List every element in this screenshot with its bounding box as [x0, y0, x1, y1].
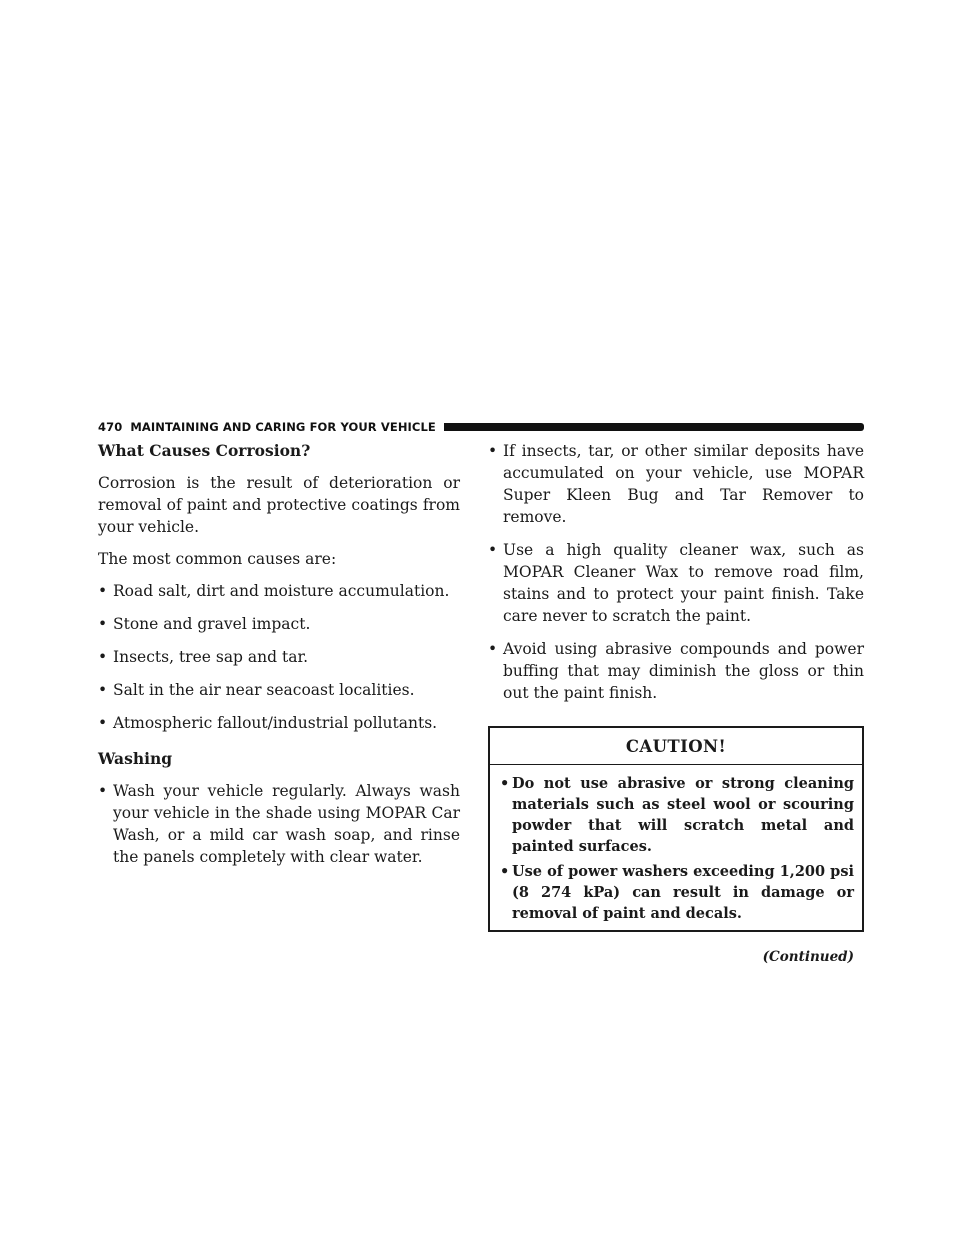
bullet-icon: • [488, 640, 498, 658]
list-item: • Salt in the air near seacoast localities. [98, 681, 415, 699]
list-item: • Wash your vehicle regularly. Always wash your vehicle in the shade using MOPAR Car Wash, or a mild car wash soap, and rinse the panels completely with clear water. [98, 782, 460, 866]
bullet-icon: • [500, 863, 510, 880]
bullet-icon: • [500, 775, 510, 792]
list-item: • Stone and gravel impact. [98, 615, 311, 633]
causes-list [98, 580, 460, 734]
caution-title: CAUTION! [490, 728, 862, 765]
heading-washing: Washing [98, 749, 173, 768]
heading-what-causes-corrosion: What Causes Corrosion? [98, 441, 311, 460]
bullet-icon: • [488, 541, 498, 559]
bullet-icon: • [98, 681, 108, 699]
bullet-icon: • [98, 615, 108, 633]
page-header [98, 419, 864, 435]
paragraph-common-causes: The most common causes are: [98, 550, 337, 568]
section-title: MAINTAINING AND CARING FOR YOUR VEHICLE [130, 420, 436, 434]
header-rule [444, 423, 864, 431]
list-item: • If insects, tar, or other similar deposits have accumulated on your vehicle, use MOPAR Super Kleen Bug and Tar Remover to remove. [488, 442, 864, 526]
paragraph-corrosion-definition: Corrosion is the result of deterioration or removal of paint and protective coatings from your vehicle. [98, 474, 460, 536]
bullet-icon: • [488, 442, 498, 460]
left-column [98, 440, 460, 879]
list-item: • Use of power washers exceeding 1,200 psi (8 274 kPa) can result in damage or removal of paint and decals. [500, 863, 854, 922]
right-column [488, 440, 864, 968]
list-item: • Atmospheric fallout/industrial pollutants. [98, 714, 438, 732]
list-item: • Avoid using abrasive compounds and power buffing that may diminish the gloss or thin out the paint finish. [488, 640, 864, 702]
list-item: • Use a high quality cleaner wax, such as MOPAR Cleaner Wax to remove road film, stains and to protect your paint finish. Take care never to scratch the paint. [488, 541, 864, 625]
bullet-icon: • [98, 648, 108, 666]
caution-list [490, 765, 862, 930]
bullet-icon: • [98, 782, 108, 800]
continued-note: (Continued) [762, 949, 854, 965]
list-item: • Do not use abrasive or strong cleaning materials such as steel wool or scouring powder that will scratch metal and painted surfaces. [500, 775, 854, 855]
care-tips-list [488, 440, 864, 704]
list-item: • Road salt, dirt and moisture accumulation. [98, 582, 450, 600]
bullet-icon: • [98, 582, 108, 600]
caution-box [488, 726, 864, 932]
list-item: • Insects, tree sap and tar. [98, 648, 309, 666]
page-number: 470 [98, 420, 123, 434]
washing-list [98, 780, 460, 868]
bullet-icon: • [98, 714, 108, 732]
